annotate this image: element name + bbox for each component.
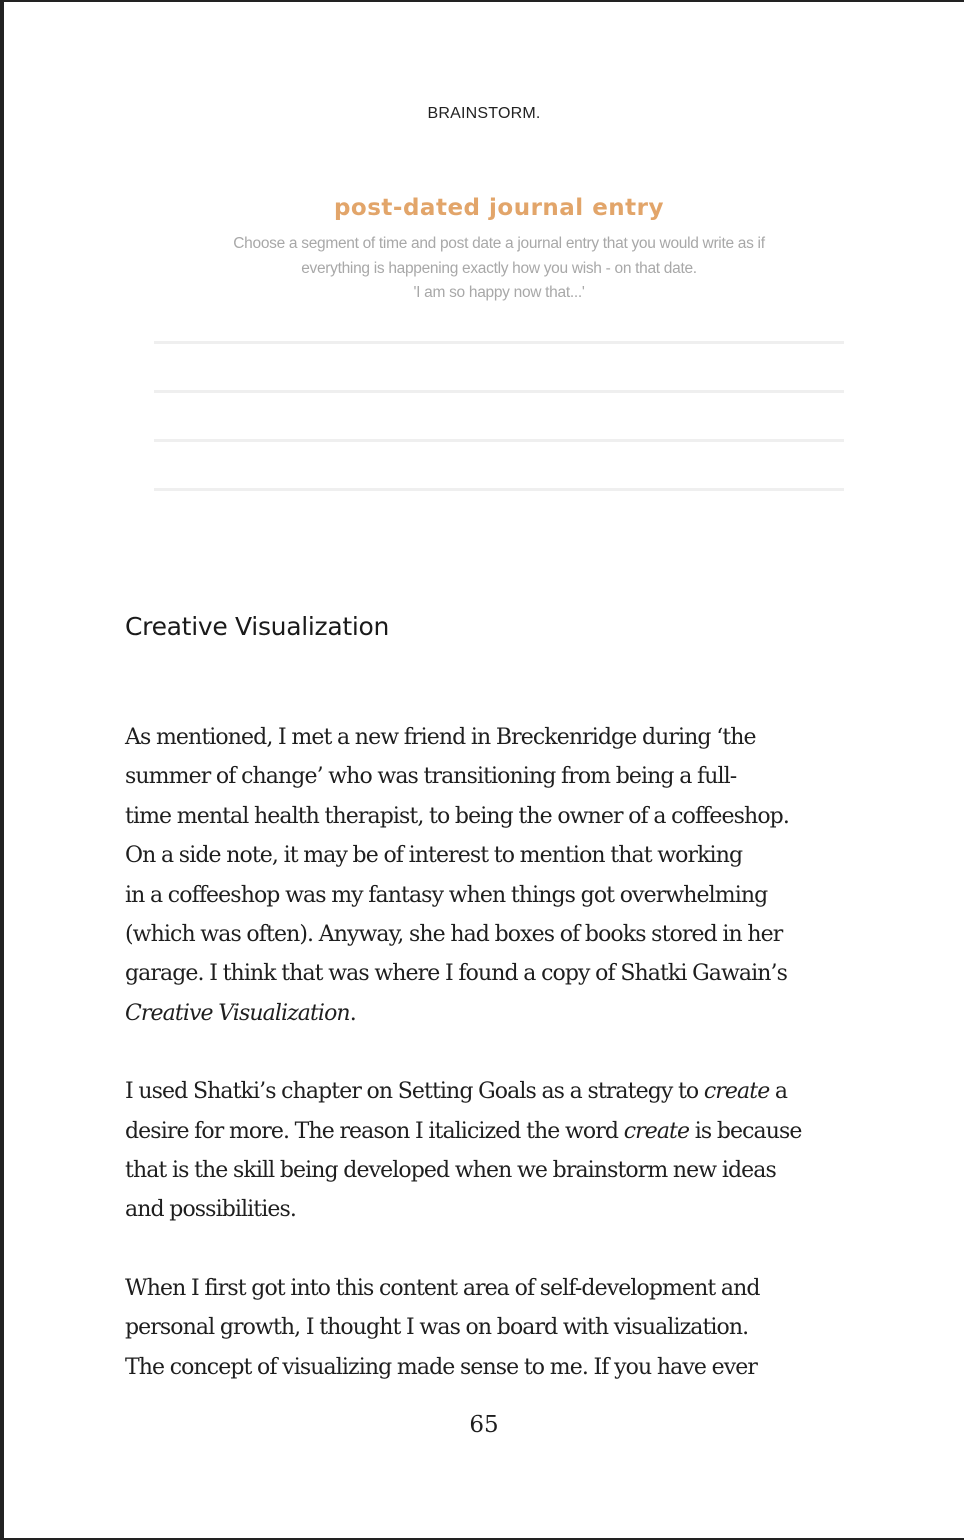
journal-prompt-title: post-dated journal entry — [333, 195, 665, 221]
text-line — [125, 1112, 865, 1151]
text-run: a — [769, 1079, 788, 1105]
text-line: When I first got into this content area of self-development and — [125, 1275, 760, 1301]
emphasis: create — [703, 1079, 770, 1105]
paragraph-1 — [125, 718, 865, 1033]
page-number: 65 — [469, 1412, 499, 1438]
book-title: Creative Visualization — [125, 1000, 350, 1026]
text-line — [125, 1072, 865, 1111]
punctuation: . — [349, 1000, 356, 1026]
document-page — [4, 2, 964, 1538]
journal-prompt-box — [154, 192, 844, 306]
writing-line — [154, 341, 844, 344]
text-line — [125, 994, 865, 1033]
text-line: summer of change’ who was transitioning from being a full- — [125, 764, 737, 790]
journal-prompt-instructions — [154, 232, 844, 306]
text-line: The concept of visualizing made sense to me. If you have ever — [125, 1354, 757, 1380]
writing-line — [154, 439, 844, 442]
text-line: that is the skill being developed when we brainstorm new ideas — [125, 1158, 776, 1184]
writing-line — [154, 390, 844, 393]
text-line: time mental health therapist, to being the owner of a coffeeshop. — [125, 803, 789, 829]
instruction-line: everything is happening exactly how you wish - on that date. — [301, 259, 697, 277]
running-head: BRAINSTORM. — [427, 105, 541, 122]
text-line: (which was often). Anyway, she had boxes of books stored in her — [125, 922, 783, 948]
emphasis: create — [623, 1118, 690, 1144]
text-line: in a coffeeshop was my fantasy when things got overwhelming — [125, 882, 768, 908]
text-run: I used Shatki’s chapter on Setting Goals as a strategy to — [125, 1079, 704, 1105]
instruction-line: Choose a segment of time and post date a journal entry that you would write as if — [233, 235, 765, 252]
text-line: and possibilities. — [125, 1197, 296, 1223]
text-line: personal growth, I thought I was on board with visualization. — [125, 1315, 749, 1341]
instruction-line: 'I am so happy now that...' — [413, 284, 585, 301]
writing-line — [154, 488, 844, 491]
text-line: garage. I think that was where I found a copy of Shatki Gawain’s — [125, 961, 788, 987]
text-run: desire for more. The reason I italicized the word — [125, 1118, 624, 1144]
paragraph-2 — [125, 1072, 865, 1230]
body-text — [125, 718, 865, 1426]
section-heading: Creative Visualization — [125, 612, 390, 641]
journal-writing-lines — [154, 341, 844, 537]
text-line: On a side note, it may be of interest to mention that working — [125, 843, 743, 869]
paragraph-3 — [125, 1269, 865, 1387]
text-run: is because — [689, 1118, 802, 1144]
text-line: As mentioned, I met a new friend in Breckenridge during ‘the — [125, 725, 756, 750]
